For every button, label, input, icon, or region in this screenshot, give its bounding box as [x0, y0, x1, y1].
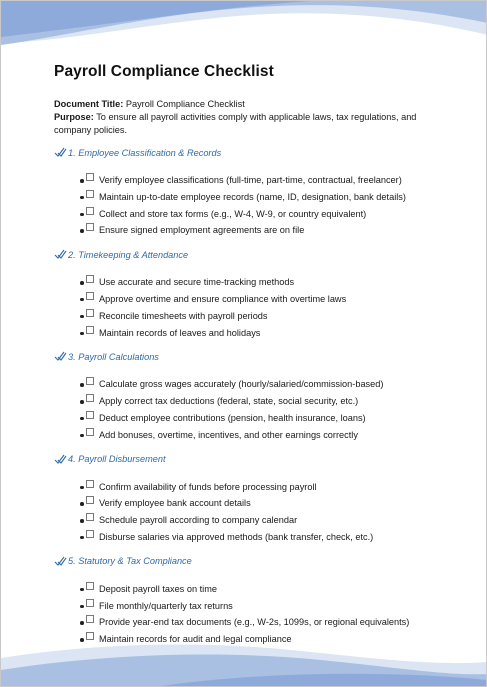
checklist-item: [54, 291, 444, 308]
checkbox-icon[interactable]: [86, 530, 94, 538]
checklist-item-text: Calculate gross wages accurately (hourly/salaried/commission-based): [99, 379, 384, 390]
bullet-icon: [80, 434, 84, 438]
bullet-icon: [80, 486, 84, 490]
checklist-items: [54, 172, 444, 239]
purpose-label: Purpose:: [54, 112, 94, 122]
checklist-item-text: Confirm availability of funds before processing payroll: [99, 481, 317, 492]
checkmark-icon: [54, 351, 67, 362]
bullet-icon: [80, 519, 84, 523]
checkbox-icon[interactable]: [86, 582, 94, 590]
document-title-line: [54, 98, 444, 111]
checklist-section: [54, 248, 444, 341]
section-heading-text: 5. Statutory & Tax Compliance: [68, 556, 192, 567]
checkbox-icon[interactable]: [86, 275, 94, 283]
checklist-item: [54, 614, 444, 631]
purpose-value: To ensure all payroll activities comply with applicable laws, tax regulations, and company policies.: [54, 112, 417, 135]
checklist-item-text: File monthly/quarterly tax returns: [99, 600, 233, 611]
checklist-item-text: Maintain records of leaves and holidays: [99, 327, 261, 338]
checkbox-icon[interactable]: [86, 292, 94, 300]
section-heading-text: 4. Payroll Disbursement: [68, 454, 166, 465]
footer-wave-decoration: [1, 636, 487, 686]
checklist-item: [54, 376, 444, 393]
checklist-item-text: Provide year-end tax documents (e.g., W-2s, 1099s, or regional equivalents): [99, 617, 410, 628]
checkbox-icon[interactable]: [86, 599, 94, 607]
bullet-icon: [80, 315, 84, 319]
bullet-icon: [80, 298, 84, 302]
checkbox-icon[interactable]: [86, 615, 94, 623]
checkbox-icon[interactable]: [86, 377, 94, 385]
document-meta: [54, 98, 444, 137]
bullet-icon: [80, 229, 84, 233]
checklist-item: [54, 512, 444, 529]
checklist-item-text: Maintain up-to-date employee records (name, ID, designation, bank details): [99, 191, 406, 202]
checklist-item-text: Reconcile timesheets with payroll periods: [99, 310, 268, 321]
checkbox-icon[interactable]: [86, 190, 94, 198]
checkmark-icon: [54, 147, 67, 158]
checklist-item-text: Approve overtime and ensure compliance with overtime laws: [99, 293, 347, 304]
page-title: Payroll Compliance Checklist: [54, 63, 274, 80]
checklist-item: [54, 189, 444, 206]
checklist-item-text: Add bonuses, overtime, incentives, and other earnings correctly: [99, 429, 358, 440]
checklist-section: [54, 146, 444, 239]
checklist-item-text: Use accurate and secure time-tracking methods: [99, 277, 295, 288]
checkbox-icon[interactable]: [86, 309, 94, 317]
section-heading-text: 3. Payroll Calculations: [68, 351, 159, 362]
checklist-items: [54, 479, 444, 546]
checklist-section: [54, 453, 444, 546]
checklist-item-text: Disburse salaries via approved methods (bank transfer, check, etc.): [99, 531, 374, 542]
checkbox-icon[interactable]: [86, 394, 94, 402]
bullet-icon: [80, 383, 84, 387]
document-content: [54, 63, 444, 648]
checkmark-icon: [54, 249, 67, 260]
checkbox-icon[interactable]: [86, 173, 94, 181]
bullet-icon: [80, 213, 84, 217]
checkmark-icon: [54, 556, 67, 567]
checklist-item: [54, 598, 444, 615]
bullet-icon: [80, 332, 84, 336]
document-title-value: Payroll Compliance Checklist: [125, 99, 245, 109]
checkmark-icon: [54, 454, 67, 465]
checklist-item: [54, 410, 444, 427]
checkbox-icon[interactable]: [86, 207, 94, 215]
section-heading: [54, 453, 444, 466]
checkbox-icon[interactable]: [86, 513, 94, 521]
checkbox-icon[interactable]: [86, 411, 94, 419]
checklist-item-text: Deduct employee contributions (pension, health insurance, loans): [99, 412, 366, 423]
checkbox-icon[interactable]: [86, 428, 94, 436]
bullet-icon: [80, 605, 84, 609]
purpose-line: [54, 111, 444, 137]
checklist-item-text: Verify employee classifications (full-time, part-time, contractual, freelancer): [99, 175, 402, 185]
checkbox-icon[interactable]: [86, 480, 94, 488]
section-heading: [54, 350, 444, 363]
checklist-section: [54, 350, 444, 443]
checklist-item: [54, 206, 444, 223]
checklist-item-text: Collect and store tax forms (e.g., W-4, W-9, or country equivalent): [99, 208, 367, 219]
checklist-item: [54, 172, 444, 189]
header-wave-decoration: [1, 1, 487, 61]
checklist-item: [54, 222, 444, 239]
section-heading: [54, 146, 444, 159]
bullet-icon: [80, 417, 84, 421]
checkbox-icon[interactable]: [86, 223, 94, 231]
checklist-item: [54, 495, 444, 512]
checklist-item: [54, 274, 444, 291]
bullet-icon: [80, 281, 84, 285]
bullet-icon: [80, 179, 84, 183]
checklist-item: [54, 325, 444, 342]
checklist-item-text: Ensure signed employment agreements are on file: [99, 225, 305, 236]
checklist-item: [54, 393, 444, 410]
checkbox-icon[interactable]: [86, 496, 94, 504]
bullet-icon: [80, 400, 84, 404]
bullet-icon: [80, 196, 84, 200]
document-title-label: Document Title:: [54, 99, 124, 109]
section-heading-text: 2. Timekeeping & Attendance: [68, 249, 189, 260]
checklist-item-text: Deposit payroll taxes on time: [99, 583, 217, 594]
section-heading: [54, 248, 444, 261]
checklist-items: [54, 274, 444, 341]
bullet-icon: [80, 536, 84, 540]
checklist-item: [54, 529, 444, 546]
checklist-item-text: Maintain records for audit and legal compliance: [99, 634, 292, 645]
checklist-item: [54, 308, 444, 325]
checklist-item-text: Apply correct tax deductions (federal, state, social security, etc.): [99, 396, 359, 407]
checklist-item-text: Schedule payroll according to company calendar: [99, 515, 298, 526]
bullet-icon: [80, 621, 84, 625]
section-heading: [54, 555, 444, 568]
checkbox-icon[interactable]: [86, 326, 94, 334]
checklist-item: [54, 479, 444, 496]
checklist-item: [54, 427, 444, 444]
checklist-item: [54, 581, 444, 598]
section-heading-text: 1. Employee Classification & Records: [68, 147, 222, 158]
checklist-item-text: Verify employee bank account details: [99, 498, 251, 509]
bullet-icon: [80, 588, 84, 592]
checklist-sections: [54, 146, 444, 648]
checklist-section: [54, 555, 444, 648]
bullet-icon: [80, 502, 84, 506]
checklist-items: [54, 376, 444, 443]
